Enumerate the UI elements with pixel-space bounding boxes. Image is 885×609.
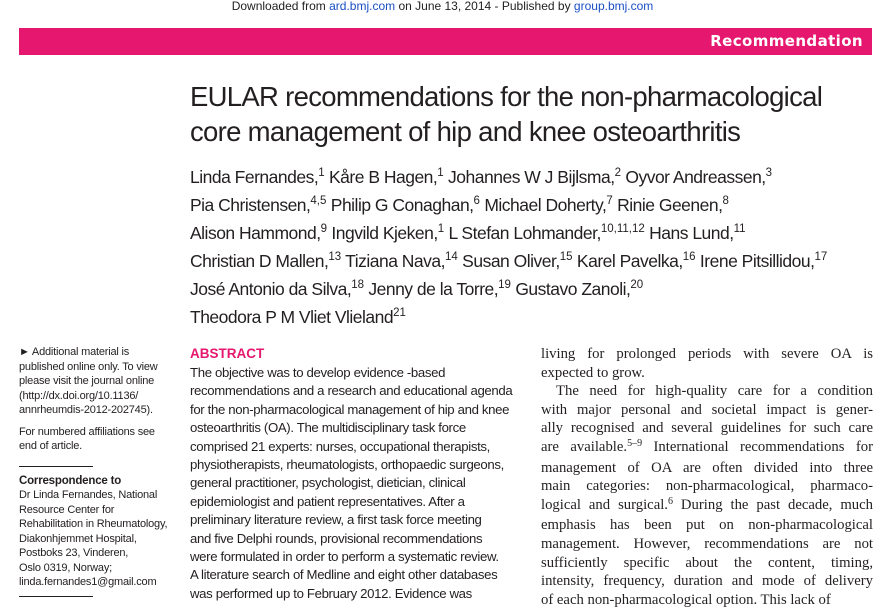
affiliation-number: 21 xyxy=(393,307,406,319)
affiliation-number: 8 xyxy=(722,195,729,207)
abstract-body xyxy=(190,364,522,603)
correspondence-address xyxy=(19,488,169,590)
affiliation-number: 13 xyxy=(328,251,342,263)
author-line xyxy=(190,221,880,249)
article-title xyxy=(190,79,870,149)
download-notice xyxy=(0,0,885,14)
title-line: EULAR recommendations for the non-pharmacological xyxy=(190,81,823,112)
sidebar-line: For numbered affiliations see xyxy=(19,425,155,438)
author-name: Irene Pitsillidou, xyxy=(695,251,815,271)
citation-ref: 5–9 xyxy=(627,437,643,449)
author-name: Johannes W J Bijlsma, xyxy=(443,167,615,187)
author-name: Linda Fernandes, xyxy=(190,167,319,187)
abstract-line: general practitioner, psychologist, dietician, clinical xyxy=(190,475,466,491)
sidebar-line: (http://dx.doi.org/10.1136/ xyxy=(19,389,139,402)
affiliation-number: 20 xyxy=(630,279,644,291)
abstract-line: epidemiologist and patient representatives. After a xyxy=(190,493,465,509)
abstract-line: for the non-pharmacological management of hip and knee xyxy=(190,401,510,417)
affiliation-number: 3 xyxy=(765,167,773,179)
affiliation-number: 2 xyxy=(614,167,621,179)
affiliation-number: 1 xyxy=(318,167,325,179)
sidebar-notes xyxy=(19,345,169,597)
journal-link[interactable]: ard.bmj.com xyxy=(329,0,396,13)
affiliation-number: 1 xyxy=(437,223,445,235)
body-line: management. However, recommendations are not xyxy=(541,535,873,552)
abstract-line: osteoarthritis (OA). The multidisciplinary task force xyxy=(190,420,466,436)
title-line: core management of hip and knee osteoarthritis xyxy=(190,116,741,147)
body-text-column xyxy=(541,345,873,609)
abstract-line: The objective was to develop evidence -based xyxy=(190,365,446,380)
correspondence-line: Oslo 0319, Norway; xyxy=(19,561,112,574)
sidebar-line: published online only. To view xyxy=(19,360,158,373)
download-prefix: Downloaded from xyxy=(231,0,330,13)
author-line xyxy=(190,305,880,333)
body-line: main categories: non-pharmacological, pharmaco- xyxy=(541,478,873,495)
abstract-heading: ABSTRACT xyxy=(190,346,265,361)
author-name: Karel Pavelka, xyxy=(572,251,683,271)
body-text: International recommendations for xyxy=(642,438,873,455)
affiliation-number: 10,11,12 xyxy=(600,223,645,235)
sidebar-divider-bottom xyxy=(19,596,93,597)
affiliation-number: 16 xyxy=(682,251,696,263)
affiliation-number: 1 xyxy=(437,167,444,179)
author-name: Michael Doherty, xyxy=(479,195,607,215)
download-middle: on June 13, 2014 - Published by xyxy=(395,0,574,13)
body-line: The need for high-quality care for a condition xyxy=(556,383,873,400)
author-name: Alison Hammond, xyxy=(190,223,321,243)
body-line: emphasis has been put on non-pharmacological xyxy=(541,517,873,534)
affiliations-note xyxy=(19,425,169,454)
section-banner xyxy=(19,28,872,55)
body-line: ally recognised and several guidelines for such care xyxy=(541,420,873,437)
sidebar-line: annrheumdis-2012-202745). xyxy=(19,404,153,416)
correspondence-line: Rehabilitation in Rheumatology, xyxy=(19,518,168,530)
author-name: Philip G Conaghan, xyxy=(326,195,474,215)
author-name: Tiziana Nava, xyxy=(341,251,446,271)
body-text: logical and surgical. xyxy=(541,496,668,513)
author-name: Theodora P M Vliet Vlieland xyxy=(190,307,394,327)
body-text: are available. xyxy=(541,438,628,455)
author-line xyxy=(190,249,880,277)
correspondence-line: Postboks 23, Vinderen, xyxy=(19,547,129,559)
sidebar-line: end of article. xyxy=(19,440,83,452)
abstract-line: were formulated in order to perform a systematic review. xyxy=(190,549,499,565)
correspondence-line: Diakonhjemmet Hospital, xyxy=(19,532,137,545)
body-line: sufficiently specific about the content, timing, xyxy=(541,554,873,571)
author-line xyxy=(190,165,880,193)
affiliation-number: 11 xyxy=(733,223,746,235)
author-name: Pia Christensen, xyxy=(190,195,311,215)
author-list xyxy=(190,165,880,333)
author-line xyxy=(190,277,880,305)
abstract-line: and five Delphi rounds, provisional recommendations xyxy=(190,530,483,546)
author-name: Christian D Mallen, xyxy=(190,251,329,271)
abstract-line: physiotherapists, rheumatologists, orthopaedic surgeons, xyxy=(190,457,504,473)
sidebar-line: please visit the journal online xyxy=(19,375,155,387)
body-line: management of OA are often divided into three xyxy=(541,459,873,476)
abstract xyxy=(190,346,522,603)
body-line: with major personal and societal impact is gener- xyxy=(541,401,873,418)
author-name: Ingvild Kjeken, xyxy=(327,223,438,243)
author-name: Kåre B Hagen, xyxy=(324,167,438,187)
abstract-line: was performed up to February 2012. Evidence was xyxy=(190,585,472,601)
publisher-link[interactable]: group.bmj.com xyxy=(573,0,654,13)
affiliation-number: 14 xyxy=(445,251,458,263)
author-name: L Stefan Lohmander, xyxy=(444,223,601,243)
body-line: living for prolonged periods with severe OA is xyxy=(541,346,873,362)
author-name: Rinie Geenen, xyxy=(612,195,723,215)
affiliation-number: 18 xyxy=(351,279,364,291)
author-name: Hans Lund, xyxy=(644,223,734,243)
affiliation-number: 19 xyxy=(498,279,511,291)
author-name: Oyvor Andreassen, xyxy=(620,167,766,187)
affiliation-number: 7 xyxy=(606,195,613,207)
abstract-line: A literature search of Medline and eight other databases xyxy=(190,567,498,583)
correspondence-heading: Correspondence to xyxy=(19,474,122,487)
sidebar-line: ► Additional material is xyxy=(19,346,130,358)
body-line xyxy=(541,438,873,459)
author-line xyxy=(190,193,880,221)
author-name: Susan Oliver, xyxy=(457,251,560,271)
affiliation-number: 15 xyxy=(559,251,573,263)
author-name: José Antonio da Silva, xyxy=(190,279,352,299)
abstract-line: recommendations and a research and educational agenda xyxy=(190,383,513,399)
body-line: intensity, frequency, duration and mode of delivery xyxy=(541,573,873,590)
affiliation-number: 17 xyxy=(814,251,828,263)
affiliation-number: 9 xyxy=(320,223,328,235)
author-name: Jenny de la Torre, xyxy=(364,279,499,299)
correspondence-line: linda.fernandes1@gmail.com xyxy=(19,576,157,588)
body-text: During the past decade, much xyxy=(672,496,874,513)
correspondence-line: Dr Linda Fernandes, National xyxy=(19,489,158,501)
body-line xyxy=(541,496,873,517)
sidebar-divider xyxy=(19,466,93,467)
additional-material-note xyxy=(19,345,169,418)
body-line: expected to grow. xyxy=(541,364,645,381)
affiliation-number: 4,5 xyxy=(310,195,327,207)
section-label: Recommendation xyxy=(710,32,863,50)
author-name: Gustavo Zanoli, xyxy=(510,279,631,299)
body-line: of each non-pharmacological option. This lack of xyxy=(541,591,831,608)
abstract-line: preliminary literature review, a first task force meeting xyxy=(190,512,482,528)
affiliation-number: 6 xyxy=(473,195,480,207)
citation-ref: 6 xyxy=(667,495,673,507)
correspondence-line: Resource Center for xyxy=(19,503,115,516)
abstract-line: comprised 21 experts: nurses, occupational therapists, xyxy=(190,438,490,454)
